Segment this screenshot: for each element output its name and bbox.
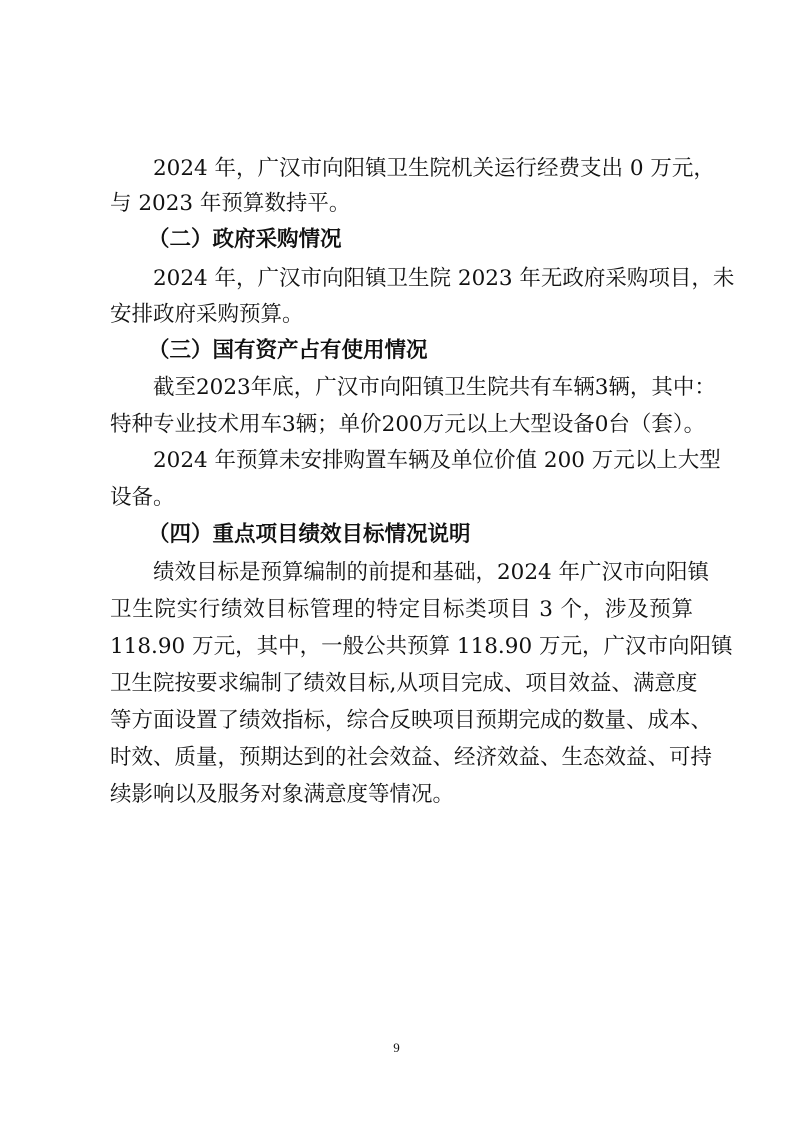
section-heading: （二）政府采购情况 (148, 227, 342, 252)
body-text-line: 2024 年，广汉市向阳镇卫生院 2023 年无政府采购项目，未 (153, 266, 735, 291)
body-text-line: 卫生院按要求编制了绩效目标,从项目完成、项目效益、满意度 (110, 671, 698, 696)
body-text-line: 时效、质量，预期达到的社会效益、经济效益、生态效益、可持 (110, 745, 713, 770)
body-text-line: 续影响以及服务对象满意度等情况。 (110, 782, 455, 807)
body-text-line: 118.90 万元，其中，一般公共预算 118.90 万元，广汉市向阳镇 (110, 634, 733, 659)
section-heading: （三）国有资产占有使用情况 (148, 338, 428, 363)
page-number: 9 (393, 1040, 400, 1055)
body-text-line: 绩效目标是预算编制的前提和基础，2024 年广汉市向阳镇 (153, 560, 710, 585)
body-text-line: 与 2023 年预算数持平。 (110, 191, 351, 216)
body-text-line: 2024 年预算未安排购置车辆及单位价值 200 万元以上大型 (153, 448, 721, 473)
body-text-line: 截至2023年底，广汉市向阳镇卫生院共有车辆3辆，其中： (153, 375, 716, 400)
body-text-line: 安排政府采购预算。 (110, 302, 304, 327)
body-text-line: 特种专业技术用车3辆；单价200万元以上大型设备0台（套）。 (110, 412, 706, 437)
body-text-line: 等方面设置了绩效指标，综合反映项目预期完成的数量、成本、 (110, 708, 713, 733)
body-text-line: 设备。 (110, 485, 175, 510)
section-heading: （四）重点项目绩效目标情况说明 (148, 522, 471, 547)
body-text-line: 2024 年，广汉市向阳镇卫生院机关运行经费支出 0 万元， (153, 156, 715, 181)
body-text-line: 卫生院实行绩效目标管理的特定目标类项目 3 个，涉及预算 (110, 597, 693, 622)
